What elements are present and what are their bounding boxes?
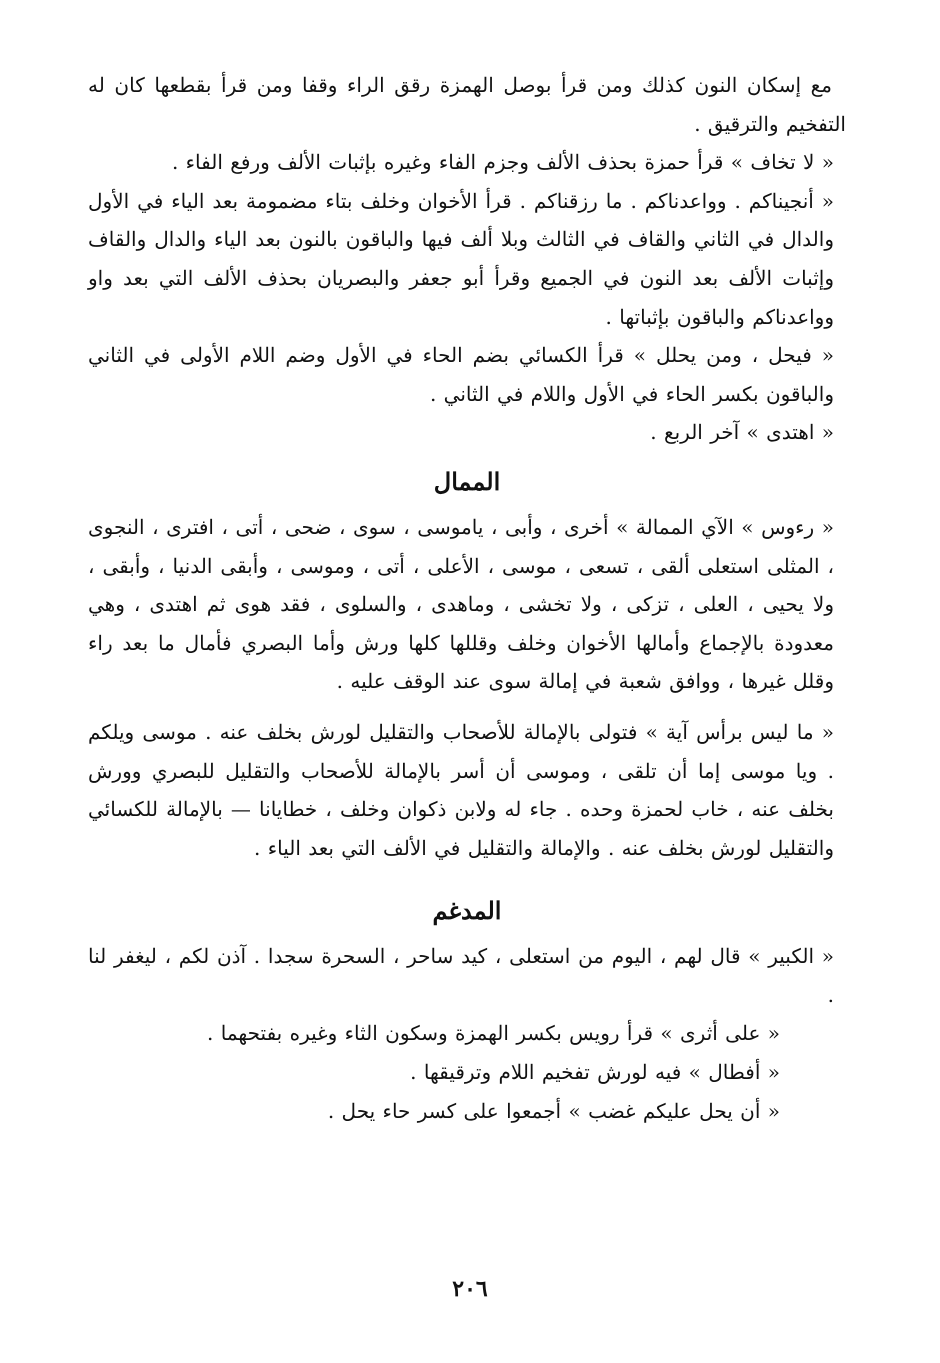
line-aftal: « أفطال » فيه لورش تفخيم اللام وترقيقها .: [410, 1060, 780, 1085]
paragraph-fayahilla: « فيحل ، ومن يحلل » قرأ الكسائي بضم الحاء في الأول وضم اللام الأولى في الثاني والباقون بكسر الحاء في الأول واللام في الثاني .: [88, 343, 834, 406]
paragraph-ma-laysa: « ما ليس برأس آية » فتولى بالإمالة للأصحاب والتقليل لورش بخلف عنه . موسى ويلكم . ويا موسى إما أن تلقى ، وموسى أن أسر بالإمالة للأصحاب والتقليل للبصري وورش بخلف عنه ، خاب لحمزة وحده . جاء له ولابن ذكوان وخلف ، خطايانا — بالإمالة للكسائي والتقليل لورش بخلف عنه . والإمالة والتقليل في الألف التي بعد الياء .: [88, 719, 834, 860]
paragraph-la-takhaf: « لا تخاف » قرأ حمزة بحذف الألف وجزم الفاء وغيره بإثبات الألف ورفع الفاء .: [171, 150, 834, 175]
heading-mumal: الممال: [433, 466, 501, 496]
heading-mudgham: المدغم: [432, 896, 502, 926]
line-an-yahilla: « أن يحل عليكم غضب » أجمعوا على كسر حاء يحل .: [327, 1098, 780, 1123]
paragraph-al-kabir: « الكبير » قال لهم ، اليوم من استعلى ، كيد ساحر ، السحرة سجدا . آذن لكم ، ليغفر لنا .: [88, 944, 834, 1007]
page-body: [88, 66, 846, 1130]
paragraph-anjaynakum: « أنجيناكم . وواعدناكم . ما رزقناكم . قرأ الأخوان وخلف بتاء مضمومة بعد الياء في الأول والدال في الثاني والقاف في الثالث وبلا ألف فيها والباقون بالنون بعد الياء والدال والقاف وإثبات الألف بعد النون في الجميع وقرأ أبو جعفر والبصريان بحذف الألف التي بعد واو وواعدناكم والباقون بإثباتها .: [88, 188, 834, 329]
line-ala-athari: « على أثرى » قرأ رويس بكسر الهمزة وسكون الثاء وغيره بفتحهما .: [207, 1021, 780, 1046]
paragraph-continuation: مع إسكان النون كذلك ومن قرأ بوصل الهمزة رقق الراء وقفا ومن قرأ بقطعها كان له التفخيم والترقيق .: [88, 73, 846, 136]
paragraph-ruus-al-ay: « رءوس » الآي الممالة » أخرى ، وأبى ، ياموسى ، سوى ، ضحى ، أتى ، افترى ، النجوى ، المثلى استعلى ألقى ، تسعى ، موسى ، الأعلى ، أتى ، وموسى ، وأبقى الدنيا ، وأبقى ، ولا يحيى ، العلى ، تزكى ، ولا تخشى ، وماهدى ، والسلوى ، فقد هوى ثم اهتدى ، وهي معدودة بالإجماع وأمالها الأخوان وخلف وقللها كلها ورش وأما البصري فأمال ما بعد راء وقلل غيرها ، ووافق شعبة في إمالة سوى عند الوقف عليه .: [88, 514, 834, 694]
paragraph-ihtada: « اهتدى » آخر الربع .: [650, 420, 834, 445]
indented-lines: [88, 1014, 846, 1130]
page-number: ٢٠٦: [452, 1276, 488, 1302]
